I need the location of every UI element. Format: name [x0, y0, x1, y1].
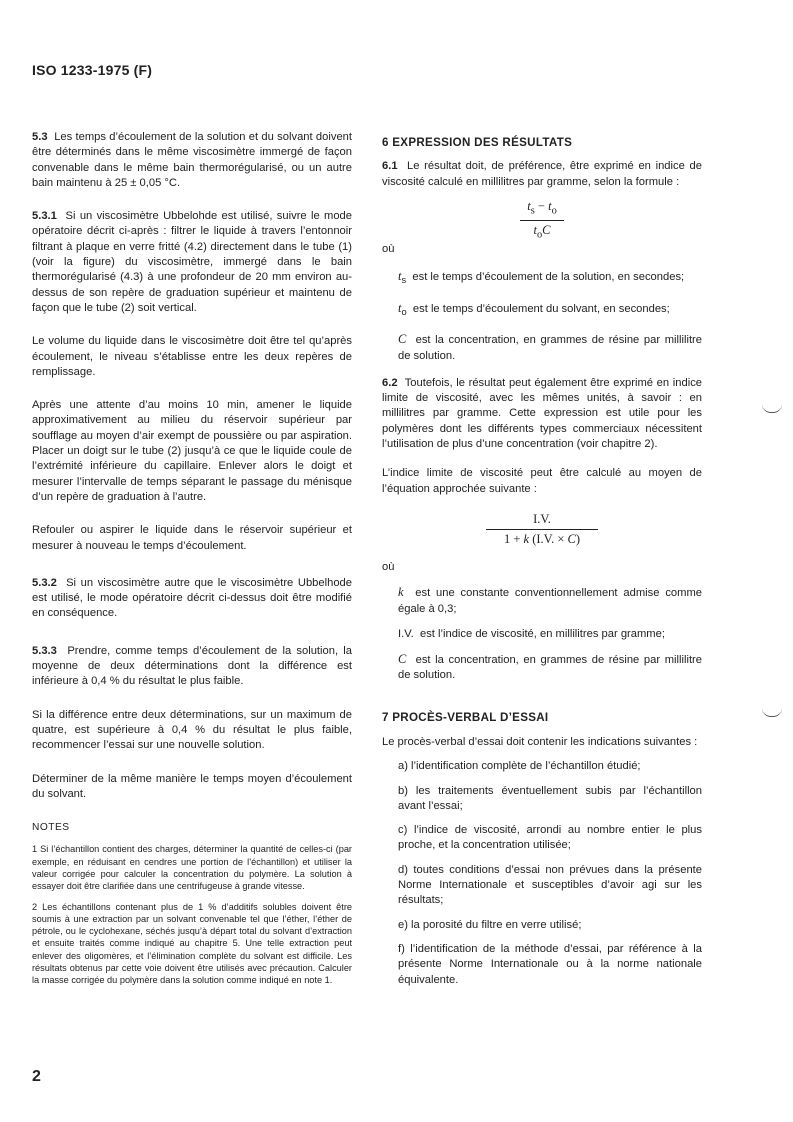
formula-viscosity-index: $t_s - t_o$ $t_oC$	[382, 198, 702, 244]
page-number: 2	[32, 1068, 41, 1085]
paragraph-volume: Le volume du liquide dans le viscosimètre doit être tel qu’après écoulement, le niveau s’établisse entre les deux repères de remplissage.	[32, 335, 352, 378]
paragraph-determiner: Déterminer de la même manière le temps moyen d’écoulement du solvant.	[32, 772, 352, 800]
definition-c-2: C est la concentration, en grammes de résine par millilitre de solution.	[398, 652, 702, 682]
list-item: c) l’indice de viscosité, arrondi au nombre entier le plus proche, et la concentration utilisée;	[398, 824, 702, 852]
notes-heading: NOTES	[32, 822, 70, 834]
list-item: f) l’identification de la méthode d’essai, par référence à la présente Norme Internationale ou à la norme nationale équivalente.	[398, 942, 702, 986]
definition-iv: I.V. est l’indice de viscosité, en millilitres par gramme;	[398, 627, 665, 640]
list-item: b) les traitements éventuellement subis par l’échantillon avant l’essai;	[398, 784, 702, 812]
clause-5-3-2: 5.3.2 Si un viscosimètre autre que le viscosimètre Ubbelhode est utilisé, le mode opératoire décrit ci-dessus doit être modifié en conséquence.	[32, 576, 352, 620]
paragraph-refouler: Refouler ou aspirer le liquide dans le réservoir supérieur et mesurer à nouveau le temps d’écoulement.	[32, 524, 352, 552]
paragraph-indice-limite: L’indice limite de viscosité peut être calculé au moyen de l’équation approchée suivante :	[382, 467, 702, 495]
list-item: d) toutes conditions d’essai non prévues dans la présente Norme Internationale et susceptibles d’avoir agi sur les résultats;	[398, 863, 702, 907]
section-6-heading: 6 EXPRESSION DES RÉSULTATS	[382, 136, 573, 149]
scan-mark	[762, 404, 782, 413]
definition-k: k est une constante conventionnellement admise comme égale à 0,3;	[398, 585, 702, 615]
definition-ts: $t_s$ est le temps d’écoulement de la solution, en secondes;	[398, 269, 685, 286]
section-7-heading: 7 PROCÈS-VERBAL D’ESSAI	[382, 710, 549, 724]
paragraph-difference: Si la différence entre deux déterminations, sur un maximum de quatre, est supérieure à 0,4 % du résultat le plus faible, recommencer l’essai sur une nouvelle solution.	[32, 708, 352, 752]
right-column	[382, 130, 702, 988]
clause-6-2: 6.2 Toutefois, le résultat peut également être exprimé en indice limite de viscosité, avec les mêmes unités, à savoir : en millilitres par gramme. Cette expression est utile pour les polymères dont les différents types commerciaux nécessitent l’utilisation de plus d’une concentration (voir chapitre 2).	[382, 376, 703, 451]
formula-limiting-viscosity: I.V. 1 + k (I.V. × C)	[382, 511, 702, 548]
clause-5-3-1: 5.3.1 Si un viscosimètre Ubbelohde est utilisé, suivre le mode opératoire décrit ci-après : filtrer le liquide à travers l’entonnoir filtrant à plaque en verre fritté (4.2) directement dans le tube (1) (voir la figure) du viscosimètre, immergé dans le bain thermorégularisé (4.3) à une profondeur de 20 mm environ au-dessus de son repère de graduation supérieur et maintenu de façon que le tube (2) soit vertical.	[32, 210, 352, 314]
list-item: e) la porosité du filtre en verre utilisé;	[398, 918, 582, 931]
scan-mark	[762, 708, 782, 717]
paragraph-attente: Après une attente d’au moins 10 min, amener le liquide approximativement au milieu du réservoir supérieur par soufflage au moyen d’air exempt de poussière ou par aspiration. Placer un doigt sur le tube (2) jusqu’à ce que le liquide coule de l’extrémité inférieure du capillaire. Enlever alors le doigt et mesurer l’intervalle de temps séparant le passage du ménisque d’un repère de graduation à l’autre.	[32, 399, 352, 503]
definition-to: $t_o$ est le temps d’écoulement du solvant, en secondes;	[398, 300, 670, 317]
clause-6-1: 6.1 Le résultat doit, de préférence, être exprimé en indice de viscosité calculé en millilitres par gramme, selon la formule :	[382, 160, 702, 188]
clause-5-3: 5.3 Les temps d’écoulement de la solution et du solvant doivent être déterminés dans le même viscosimètre immergé de façon convenable dans le même bain thermorégularisé, ou un autre bain maintenu à 25 ± 0,05 °C.	[32, 131, 352, 189]
ou-label-2: où	[382, 560, 395, 573]
note-1: 1 Si l’échantillon contient des charges, déterminer la quantité de celles-ci (par exemple, en réduisant en cendres une portion de l’échantillon) et utiliser la valeur corrigée pour calculer la concentration du polymère. La solution à essayer doit être clarifiée dans une centrifugeuse à grande vitesse.	[32, 844, 352, 892]
ou-label-1: où	[382, 242, 395, 255]
paragraph-proces-verbal: Le procès-verbal d’essai doit contenir les indications suivantes :	[382, 736, 698, 748]
definition-c-1: C est la concentration, en grammes de résine par millilitre de solution.	[398, 332, 702, 362]
left-column	[32, 130, 352, 987]
document-header: ISO 1233-1975 (F)	[32, 62, 153, 78]
report-items-list	[382, 759, 702, 988]
note-2: 2 Les échantillons contenant plus de 1 % d’additifs solubles doivent être soumis à une extraction par un solvant convenable tel que l’éther, l’éther de pétrole, ou le cyclohexane, séchés jusqu’à départ total du solvant d’extraction et ensuite traités comme indiqué au chapitre 5. Une telle extraction peut enlever des oligomères, et l’élimination complète du solvant est difficile. Les résultats obtenus par cette voie doivent être utilisés avec précaution. Calculer la masse corrigée du polymère dans la solution comme indiqué en note 1.	[32, 901, 352, 986]
clause-5-3-3: 5.3.3 Prendre, comme temps d’écoulement de la solution, la moyenne de deux déterminations dont la différence est inférieure à 0,4 % du résultat le plus faible.	[32, 644, 353, 688]
list-item: a) l’identification complète de l’échantillon étudié;	[398, 760, 641, 773]
